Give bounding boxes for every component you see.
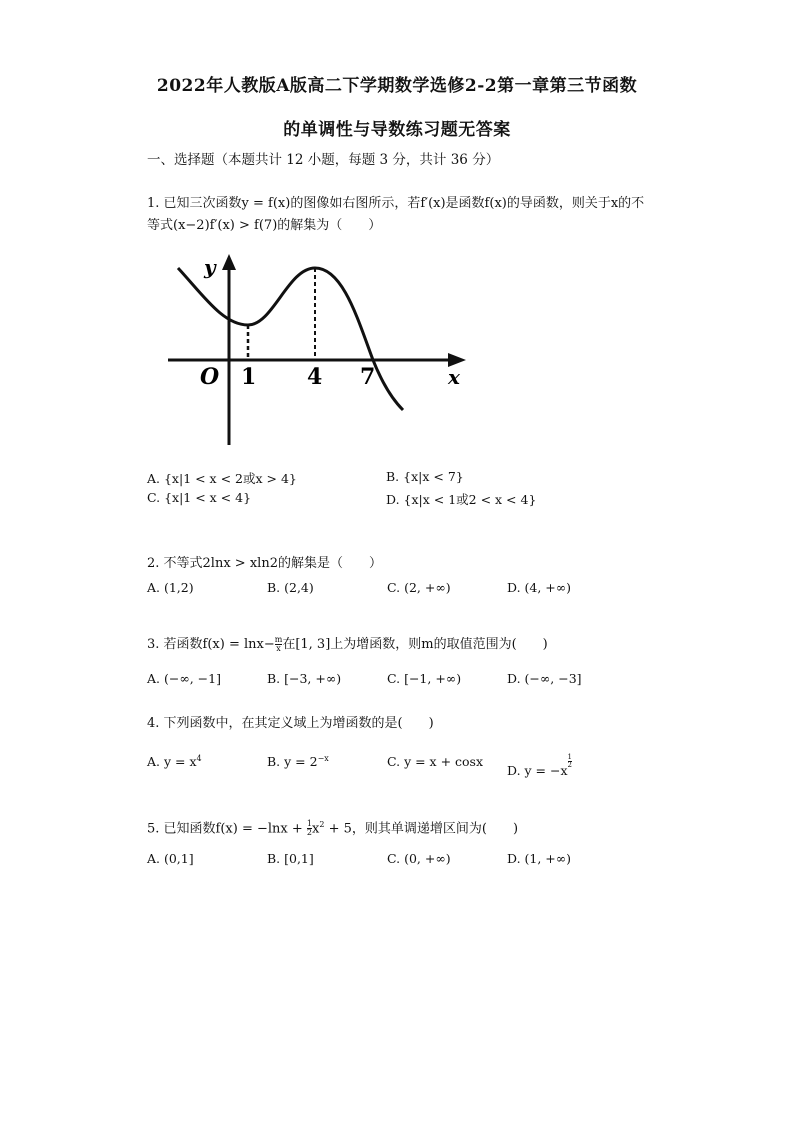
q4-option-a[interactable] bbox=[147, 754, 202, 769]
q2-option-a[interactable]: A. (1,2) bbox=[147, 580, 194, 595]
q2-option-d[interactable]: D. (4, +∞) bbox=[507, 580, 572, 595]
q4-b-base: B. y = 2 bbox=[267, 754, 318, 770]
question-1-line-1: 1. 已知三次函数y = f(x)的图像如右图所示，若f′(x)是函数f(x)的导函数，则关于x的不 bbox=[147, 196, 645, 211]
q2-option-b[interactable]: B. (2,4) bbox=[267, 580, 314, 595]
section-heading: 一、选择题（本题共计 12 小题，每题 3 分，共计 36 分） bbox=[147, 152, 500, 168]
q1-option-d[interactable]: D. {x|x < 1或2 < x < 4} bbox=[386, 492, 537, 507]
q5-stem-exp: 2 bbox=[319, 820, 325, 829]
q5-frac-num: 1 bbox=[306, 819, 312, 829]
q5-frac-den: 2 bbox=[306, 828, 312, 838]
cubic-function-graph bbox=[168, 250, 478, 450]
y-label: y bbox=[204, 255, 216, 279]
q3-frac-num: m bbox=[274, 635, 283, 644]
x-label: x bbox=[448, 365, 460, 389]
q5-option-d[interactable]: D. (1, +∞) bbox=[507, 851, 572, 866]
q3-option-c[interactable]: C. [−1, +∞) bbox=[387, 671, 462, 686]
question-1-stem bbox=[147, 193, 687, 237]
origin-label: O bbox=[200, 364, 220, 390]
q1-option-c[interactable]: C. {x|1 < x < 4} bbox=[147, 490, 252, 505]
q4-a-exponent: 4 bbox=[196, 754, 202, 763]
q5-stem-after: + 5，则其单调递增区间为( ) bbox=[324, 821, 519, 837]
q4-option-c[interactable]: C. y = x + cosx bbox=[387, 754, 484, 769]
q4-d-exponent bbox=[568, 754, 572, 769]
y-axis-arrow bbox=[222, 254, 236, 270]
q4-d-exp-den: 2 bbox=[567, 761, 572, 769]
q4-option-b[interactable] bbox=[267, 754, 329, 769]
q3-stem-after: 在[1, 3]上为增函数，则m的取值范围为( ) bbox=[282, 637, 548, 652]
q5-stem-mid: x bbox=[312, 821, 320, 837]
q4-d-exp-num: 1 bbox=[567, 753, 572, 761]
tick-label-4: 4 bbox=[307, 364, 323, 390]
q3-stem-before: 3. 若函数f(x) = lnx− bbox=[147, 637, 275, 652]
q5-stem-before: 5. 已知函数f(x) = −lnx + bbox=[147, 821, 307, 837]
q5-option-a[interactable]: A. (0,1] bbox=[147, 851, 194, 866]
q3-option-b[interactable]: B. [−3, +∞) bbox=[267, 671, 342, 686]
q4-option-d[interactable] bbox=[507, 754, 572, 778]
q5-option-b[interactable]: B. [0,1] bbox=[267, 851, 314, 866]
q4-a-base: A. y = x bbox=[147, 754, 197, 770]
q3-option-a[interactable]: A. (−∞, −1] bbox=[147, 671, 221, 686]
tick-label-1: 1 bbox=[241, 364, 257, 390]
q1-option-a[interactable]: A. {x|1 < x < 2或x > 4} bbox=[147, 471, 297, 486]
tick-label-7: 7 bbox=[360, 364, 376, 390]
q4-d-base: D. y = −x bbox=[507, 763, 568, 778]
question-4-stem: 4. 下列函数中，在其定义域上为增函数的是( ) bbox=[147, 716, 434, 731]
title-line-1: 2022年人教版A版高二下学期数学选修2-2第一章第三节函数 bbox=[156, 76, 638, 96]
question-3-stem bbox=[147, 634, 687, 656]
question-1-line-2: 等式(x−2)f′(x) > f(7)的解集为（ ） bbox=[147, 218, 382, 233]
title-line-2: 的单调性与导数练习题无答案 bbox=[283, 120, 511, 140]
q1-option-b[interactable]: B. {x|x < 7} bbox=[386, 469, 464, 484]
question-2-stem: 2. 不等式2lnx > xln2的解集是（ ） bbox=[147, 556, 382, 571]
q4-b-exponent: −x bbox=[317, 754, 329, 763]
q3-frac-den: x bbox=[276, 644, 281, 653]
question-5-stem bbox=[147, 814, 687, 840]
q5-option-c[interactable]: C. (0, +∞) bbox=[387, 851, 451, 866]
q3-option-d[interactable]: D. (−∞, −3] bbox=[507, 671, 582, 686]
q2-option-c[interactable]: C. (2, +∞) bbox=[387, 580, 451, 595]
